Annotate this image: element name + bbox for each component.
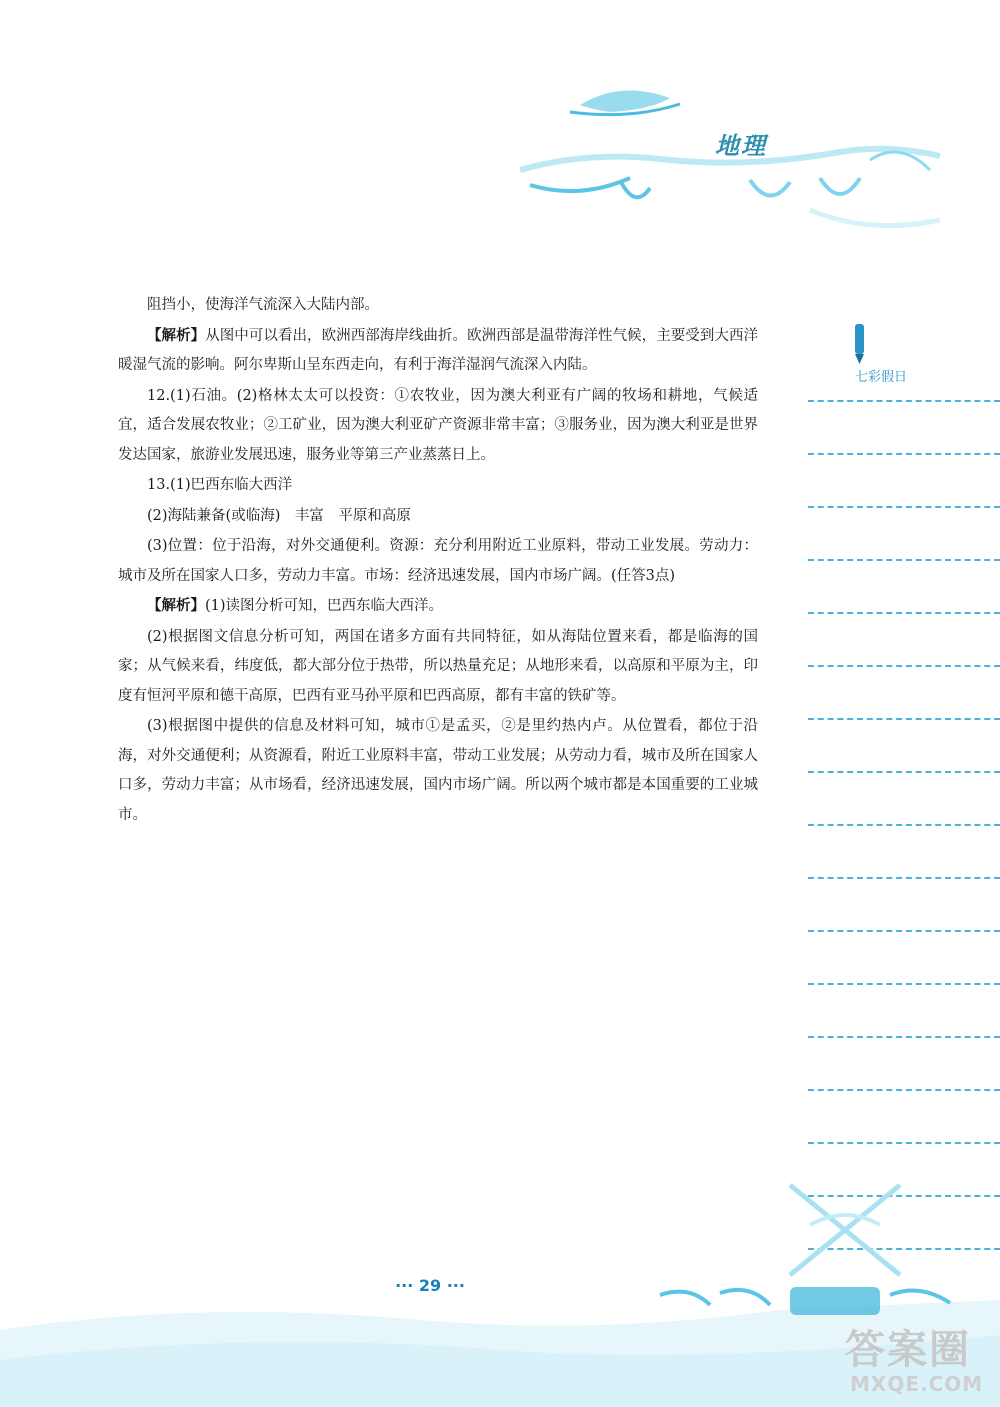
note-line [808,771,1000,773]
paragraph: 13.(1)巴西东临大西洋 [147,477,293,493]
note-line [808,506,1000,508]
paragraph: 12.(1)石油。(2)格林太太可以投资：①农牧业，因为澳大利亚有广阔的牧场和耕地，气候适宜，适合发展农牧业；②工矿业，因为澳大利亚矿产资源非常丰富；③服务业，因为澳大利亚是世界发达国家，旅游业发展迅速，服务业等第三产业蒸蒸日上。 [118,387,758,463]
note-line [808,983,1000,985]
watermark-url: MXQE.COM [850,1372,984,1396]
page-number: ··· 29 ··· [395,1276,465,1295]
paragraph: 【解析】(1)读图分析可知，巴西东临大西洋。 [147,597,444,614]
paragraph: (2)根据图文信息分析可知，两国在诸多方面有共同特征，如从海陆位置来看，都是临海的国家；从气候来看，纬度低，都大部分位于热带，所以热量充足；从地形来看，以高原和平原为主，印度有恒河平原和德干高原，巴西有亚马孙平原和巴西高原，都有丰富的铁矿等。 [118,628,758,704]
note-line [808,453,1000,455]
answer-content [118,290,758,830]
note-line [808,824,1000,826]
watermark-logo: 答案圈 [845,1327,971,1373]
paragraph: 【解析】从图中可以看出，欧洲西部海岸线曲折。欧洲西部是温带海洋性气候，主要受到大西洋暖湿气流的影响。阿尔卑斯山呈东西走向，有利于海洋湿润气流深入内陆。 [118,326,759,373]
paragraph: (3)根据图中提供的信息及材料可知，城市①是孟买，②是里约热内卢。从位置看，都位于沿海，对外交通便利；从资源看，附近工业原料丰富，带动工业发展；从劳动力看，城市及所在国家人口多，劳动力丰富；从市场看，经济迅速发展，国内市场广阔。所以两个城市都是本国重要的工业城市。 [118,718,758,823]
paragraph: (3)位置：位于沿海，对外交通便利。资源：充分利用附近工业原料，带动工业发展。劳动力：城市及所在国家人口多，劳动力丰富。市场：经济迅速发展，国内市场广阔。(任答3点) [118,538,758,584]
note-line [808,400,1000,402]
note-line [808,877,1000,879]
sidebar-label: 七彩假日 [854,370,907,385]
note-line [808,1142,1000,1144]
pen-icon [848,322,872,366]
note-line [808,930,1000,932]
note-line [808,665,1000,667]
paragraph: 阻挡小，使海洋气流深入大陆内部。 [147,297,379,313]
note-line [808,559,1000,561]
note-line [808,1036,1000,1038]
paragraph: (2)海陆兼备(或临海) 丰富 平原和高原 [147,507,411,524]
subject-title: 地理 [715,132,767,160]
note-line [808,1089,1000,1091]
note-line [808,718,1000,720]
note-line [808,612,1000,614]
